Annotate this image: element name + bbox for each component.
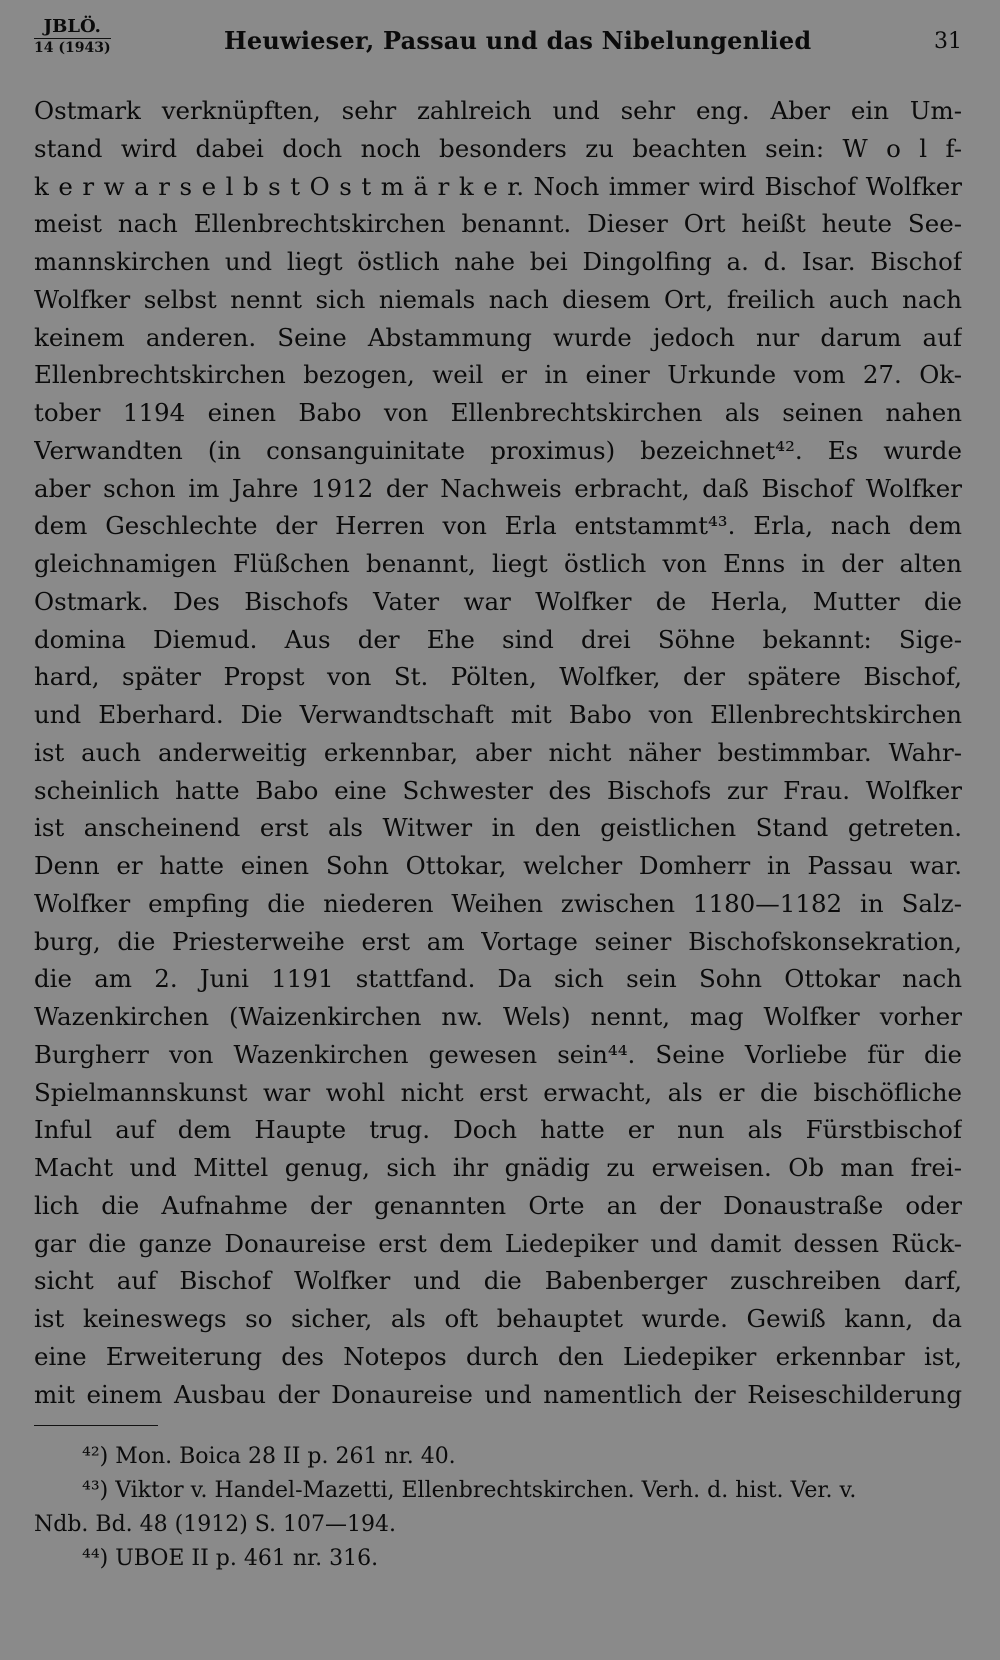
text-line: stand wird dabei doch noch besonders zu beachten sein: W o l f- — [34, 133, 962, 163]
text-line: Inful auf dem Haupte trug. Doch hatte er nun als Fürstbischof — [34, 1115, 962, 1145]
text-line: Spielmannskunst war wohl nicht erst erwacht, als er die bischöfliche — [34, 1077, 962, 1107]
text-line: domina Diemud. Aus der Ehe sind drei Söhne bekannt: Sige- — [34, 624, 962, 654]
journal-issue: 14 (1943) — [34, 40, 111, 56]
text-line: Burgherr von Wazenkirchen gewesen sein⁴⁴. Seine Vorliebe für die — [34, 1039, 962, 1069]
text-line: gleichnamigen Flüßchen benannt, liegt östlich von Enns in der alten — [34, 549, 962, 578]
page-header — [34, 18, 962, 68]
text-line: Wolfker empfing die niederen Weihen zwischen 1180—1182 in Salz- — [34, 888, 962, 918]
journal-abbreviation: JBLÖ. — [34, 18, 111, 39]
text-line: meist nach Ellenbrechtskirchen benannt. Dieser Ort heißt heute See- — [34, 209, 962, 239]
footnote-44: ⁴⁴) UBOE II p. 461 nr. 316. — [82, 1546, 379, 1571]
text-line: Macht und Mittel genug, sich ihr gnädig zu erweisen. Ob man frei- — [34, 1153, 962, 1182]
text-line: mit einem Ausbau der Donaureise und namentlich der Reiseschilderung — [34, 1379, 962, 1409]
text-line: burg, die Priesterweihe erst am Vortage seiner Bischofskonsekration, — [34, 926, 962, 956]
text-line: Wolfker selbst nennt sich niemals nach diesem Ort, freilich auch nach — [34, 284, 962, 314]
footnote-43: ⁴³) Viktor v. Handel-Mazetti, Ellenbrechtskirchen. Verh. d. hist. Ver. v. — [82, 1478, 857, 1503]
page-number: 31 — [934, 29, 962, 54]
text-line: Ostmark. Des Bischofs Vater war Wolfker de Herla, Mutter die — [34, 586, 962, 616]
text-line: scheinlich hatte Babo eine Schwester des Bischofs zur Frau. Wolfker — [34, 775, 962, 805]
text-line: Denn er hatte einen Sohn Ottokar, welcher Domherr in Passau war. — [34, 851, 962, 880]
footnote-separator — [34, 1425, 158, 1426]
text-line: k e r w a r s e l b s t O s t m ä r k e r. Noch immer wird Bischof Wolfker — [34, 171, 962, 201]
text-line: dem Geschlechte der Herren von Erla entstammt⁴³. Erla, nach dem — [34, 511, 962, 541]
text-line: Verwandten (in consanguinitate proximus) bezeichnet⁴². Es wurde — [34, 435, 962, 465]
text-line: aber schon im Jahre 1912 der Nachweis erbracht, daß Bischof Wolfker — [34, 473, 962, 503]
text-line: hard, später Propst von St. Pölten, Wolfker, der spätere Bischof, — [34, 662, 962, 692]
main-text — [34, 92, 962, 1413]
text-line: ist anscheinend erst als Witwer in den geistlichen Stand getreten. — [34, 813, 962, 843]
text-line: Wazenkirchen (Waizenkirchen nw. Wels) nennt, mag Wolfker vorher — [34, 1002, 962, 1031]
text-line: Ostmark verknüpften, sehr zahlreich und sehr eng. Aber ein Um- — [34, 96, 962, 125]
text-line: Ellenbrechtskirchen bezogen, weil er in einer Urkunde vom 27. Ok- — [34, 360, 962, 390]
text-line: mannskirchen und liegt östlich nahe bei Dingolfing a. d. Isar. Bischof — [34, 247, 962, 276]
journal-reference — [34, 18, 111, 57]
text-line: lich die Aufnahme der genannten Orte an der Donaustraße oder — [34, 1190, 962, 1220]
text-line: tober 1194 einen Babo von Ellenbrechtskirchen als seinen nahen — [34, 398, 962, 427]
text-line: und Eberhard. Die Verwandtschaft mit Babo von Ellenbrechtskirchen — [34, 700, 962, 729]
text-line: die am 2. Juni 1191 stattfand. Da sich sein Sohn Ottokar nach — [34, 964, 962, 994]
text-line: eine Erweiterung des Notepos durch den Liedepiker erkennbar ist, — [34, 1341, 962, 1371]
footnotes — [34, 1440, 962, 1576]
footnote-43-continuation: Ndb. Bd. 48 (1912) S. 107—194. — [34, 1512, 397, 1537]
text-line: ist keineswegs so sicher, als oft behauptet wurde. Gewiß kann, da — [34, 1304, 962, 1333]
text-line: ist auch anderweitig erkennbar, aber nicht näher bestimmbar. Wahr- — [34, 737, 962, 767]
footnote-42: ⁴²) Mon. Boica 28 II p. 261 nr. 40. — [82, 1444, 456, 1469]
text-line: sicht auf Bischof Wolfker und die Babenberger zuschreiben darf, — [34, 1266, 962, 1296]
running-title: Heuwieser, Passau und das Nibelungenlied — [224, 26, 812, 55]
text-line: gar die ganze Donaureise erst dem Liedepiker und damit dessen Rück- — [34, 1228, 962, 1258]
text-line: keinem anderen. Seine Abstammung wurde jedoch nur darum auf — [34, 322, 962, 352]
